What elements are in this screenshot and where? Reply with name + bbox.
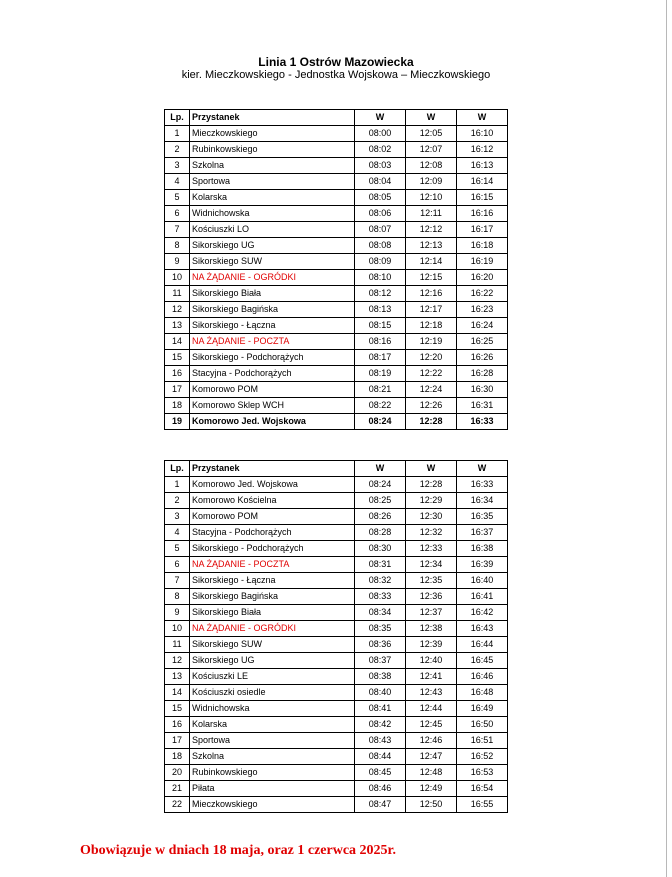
stop-name-cell: Sikorskiego - Łączna [190, 318, 355, 334]
row-number-cell: 11 [165, 286, 190, 302]
table-row [165, 573, 508, 589]
row-number-cell: 15 [165, 350, 190, 366]
stop-name-cell: Sikorskiego - Podchorążych [190, 350, 355, 366]
stop-name-cell: Kolarska [190, 190, 355, 206]
departure-time-cell: 08:45 [355, 765, 406, 781]
row-number-cell: 7 [165, 573, 190, 589]
departure-time-cell: 08:24 [355, 477, 406, 493]
departure-time-cell: 12:17 [406, 302, 457, 318]
departure-time-cell: 12:43 [406, 685, 457, 701]
column-header-lp: Lp. [165, 110, 190, 126]
row-number-cell: 22 [165, 797, 190, 813]
departure-time-cell: 08:34 [355, 605, 406, 621]
stop-name-cell: Mieczkowskiego [190, 126, 355, 142]
row-number-cell: 3 [165, 158, 190, 174]
table-row [165, 190, 508, 206]
departure-time-cell: 12:16 [406, 286, 457, 302]
table-row [165, 158, 508, 174]
departure-time-cell: 08:43 [355, 733, 406, 749]
table-row [165, 669, 508, 685]
stop-name-cell: Sikorskiego Biała [190, 605, 355, 621]
table-row [165, 749, 508, 765]
row-number-cell: 19 [165, 414, 190, 430]
table-row [165, 414, 508, 430]
departure-time-cell: 16:12 [457, 142, 508, 158]
departure-time-cell: 16:42 [457, 605, 508, 621]
departure-time-cell: 08:09 [355, 254, 406, 270]
row-number-cell: 7 [165, 222, 190, 238]
departure-time-cell: 16:28 [457, 366, 508, 382]
row-number-cell: 13 [165, 669, 190, 685]
stop-name-cell: Stacyjna - Podchorążych [190, 366, 355, 382]
stop-name-cell: Mieczkowskiego [190, 797, 355, 813]
departure-time-cell: 08:07 [355, 222, 406, 238]
departure-time-cell: 16:35 [457, 509, 508, 525]
departure-time-cell: 16:38 [457, 541, 508, 557]
departure-time-cell: 16:26 [457, 350, 508, 366]
departure-time-cell: 12:07 [406, 142, 457, 158]
row-number-cell: 3 [165, 509, 190, 525]
row-number-cell: 2 [165, 493, 190, 509]
departure-time-cell: 12:18 [406, 318, 457, 334]
departure-time-cell: 12:30 [406, 509, 457, 525]
row-number-cell: 2 [165, 142, 190, 158]
departure-time-cell: 16:19 [457, 254, 508, 270]
table-row [165, 254, 508, 270]
stop-name-cell: Szkolna [190, 749, 355, 765]
stop-name-cell: Sikorskiego - Łączna [190, 573, 355, 589]
departure-time-cell: 08:35 [355, 621, 406, 637]
departure-time-cell: 12:32 [406, 525, 457, 541]
departure-time-cell: 12:33 [406, 541, 457, 557]
departure-time-cell: 12:14 [406, 254, 457, 270]
table-row [165, 366, 508, 382]
table-row [165, 621, 508, 637]
departure-time-cell: 16:44 [457, 637, 508, 653]
departure-time-cell: 08:22 [355, 398, 406, 414]
departure-time-cell: 16:34 [457, 493, 508, 509]
departure-time-cell: 08:10 [355, 270, 406, 286]
departure-time-cell: 12:49 [406, 781, 457, 797]
route-direction-subtitle: kier. Mieczkowskiego - Jednostka Wojskowa – Mieczkowskiego [181, 69, 491, 81]
departure-time-cell: 12:19 [406, 334, 457, 350]
stop-name-cell: Sikorskiego SUW [190, 637, 355, 653]
departure-time-cell: 16:17 [457, 222, 508, 238]
stop-name-cell: Komorowo Jed. Wojskowa [190, 477, 355, 493]
departure-time-cell: 16:22 [457, 286, 508, 302]
stop-name-cell: Sikorskiego Bagińska [190, 589, 355, 605]
table-row [165, 653, 508, 669]
table-row [165, 477, 508, 493]
departure-time-cell: 16:30 [457, 382, 508, 398]
column-header-departure-1: W [355, 110, 406, 126]
table-row [165, 238, 508, 254]
departure-time-cell: 12:34 [406, 557, 457, 573]
departure-time-cell: 16:45 [457, 653, 508, 669]
row-number-cell: 6 [165, 557, 190, 573]
departure-time-cell: 08:33 [355, 589, 406, 605]
departure-time-cell: 08:04 [355, 174, 406, 190]
departure-time-cell: 16:25 [457, 334, 508, 350]
stop-name-cell: Sikorskiego - Podchorążych [190, 541, 355, 557]
row-number-cell: 10 [165, 621, 190, 637]
table-row [165, 286, 508, 302]
row-number-cell: 18 [165, 749, 190, 765]
departure-time-cell: 16:51 [457, 733, 508, 749]
table-row [165, 398, 508, 414]
departure-time-cell: 12:40 [406, 653, 457, 669]
departure-time-cell: 16:48 [457, 685, 508, 701]
table-row [165, 541, 508, 557]
stop-name-cell: Komorowo Sklep WCH [190, 398, 355, 414]
departure-time-cell: 08:31 [355, 557, 406, 573]
row-number-cell: 11 [165, 637, 190, 653]
departure-time-cell: 16:46 [457, 669, 508, 685]
table-row [165, 637, 508, 653]
stop-name-cell: Rubinkowskiego [190, 142, 355, 158]
row-number-cell: 10 [165, 270, 190, 286]
departure-time-cell: 12:08 [406, 158, 457, 174]
row-number-cell: 1 [165, 477, 190, 493]
stop-name-cell: NA ŻĄDANIE - OGRÓDKI [190, 270, 355, 286]
row-number-cell: 8 [165, 589, 190, 605]
table-row [165, 318, 508, 334]
stop-name-cell: Sikorskiego UG [190, 653, 355, 669]
row-number-cell: 14 [165, 685, 190, 701]
table-row [165, 589, 508, 605]
departure-time-cell: 16:52 [457, 749, 508, 765]
departure-time-cell: 12:13 [406, 238, 457, 254]
table-row [165, 382, 508, 398]
departure-time-cell: 16:10 [457, 126, 508, 142]
row-number-cell: 16 [165, 717, 190, 733]
table-row [165, 126, 508, 142]
departure-time-cell: 08:08 [355, 238, 406, 254]
column-header-departure-3: W [457, 461, 508, 477]
departure-time-cell: 08:32 [355, 573, 406, 589]
departure-time-cell: 16:33 [457, 414, 508, 430]
row-number-cell: 4 [165, 525, 190, 541]
column-header-departure-1: W [355, 461, 406, 477]
stop-name-cell: NA ŻĄDANIE - POCZTA [190, 334, 355, 350]
table-row [165, 525, 508, 541]
stop-name-cell: Rubinkowskiego [190, 765, 355, 781]
column-header-departure-2: W [406, 461, 457, 477]
departure-time-cell: 08:30 [355, 541, 406, 557]
departure-time-cell: 12:10 [406, 190, 457, 206]
departure-time-cell: 08:42 [355, 717, 406, 733]
departure-time-cell: 16:14 [457, 174, 508, 190]
departure-time-cell: 16:55 [457, 797, 508, 813]
row-number-cell: 5 [165, 190, 190, 206]
departure-time-cell: 16:39 [457, 557, 508, 573]
departure-time-cell: 16:54 [457, 781, 508, 797]
departure-time-cell: 12:35 [406, 573, 457, 589]
row-number-cell: 9 [165, 605, 190, 621]
table-row [165, 302, 508, 318]
departure-time-cell: 12:20 [406, 350, 457, 366]
departure-time-cell: 08:13 [355, 302, 406, 318]
departure-time-cell: 12:39 [406, 637, 457, 653]
stop-name-cell: Sikorskiego SUW [190, 254, 355, 270]
stop-name-cell: Kościuszki osiedle [190, 685, 355, 701]
departure-time-cell: 12:28 [406, 414, 457, 430]
departure-time-cell: 08:37 [355, 653, 406, 669]
departure-time-cell: 12:22 [406, 366, 457, 382]
stop-name-cell: Sikorskiego Biała [190, 286, 355, 302]
departure-time-cell: 12:24 [406, 382, 457, 398]
departure-time-cell: 08:26 [355, 509, 406, 525]
stop-name-cell: Sikorskiego Bagińska [190, 302, 355, 318]
departure-time-cell: 12:11 [406, 206, 457, 222]
departure-time-cell: 08:38 [355, 669, 406, 685]
departure-time-cell: 16:37 [457, 525, 508, 541]
stop-name-cell: Stacyjna - Podchorążych [190, 525, 355, 541]
departure-time-cell: 08:05 [355, 190, 406, 206]
column-header-lp: Lp. [165, 461, 190, 477]
departure-time-cell: 08:06 [355, 206, 406, 222]
departure-time-cell: 12:26 [406, 398, 457, 414]
departure-time-cell: 16:43 [457, 621, 508, 637]
departure-time-cell: 12:28 [406, 477, 457, 493]
departure-time-cell: 16:20 [457, 270, 508, 286]
departure-time-cell: 08:36 [355, 637, 406, 653]
row-number-cell: 12 [165, 653, 190, 669]
row-number-cell: 9 [165, 254, 190, 270]
table-row [165, 733, 508, 749]
departure-time-cell: 16:40 [457, 573, 508, 589]
departure-time-cell: 08:16 [355, 334, 406, 350]
stop-name-cell: Widnichowska [190, 206, 355, 222]
stop-name-cell: Sportowa [190, 733, 355, 749]
departure-time-cell: 16:31 [457, 398, 508, 414]
row-number-cell: 4 [165, 174, 190, 190]
departure-time-cell: 08:12 [355, 286, 406, 302]
departure-time-cell: 08:17 [355, 350, 406, 366]
departure-time-cell: 08:24 [355, 414, 406, 430]
table-row [165, 765, 508, 781]
row-number-cell: 13 [165, 318, 190, 334]
departure-time-cell: 08:03 [355, 158, 406, 174]
departure-time-cell: 08:02 [355, 142, 406, 158]
table-row [165, 797, 508, 813]
departure-time-cell: 16:53 [457, 765, 508, 781]
departure-time-cell: 08:44 [355, 749, 406, 765]
departure-time-cell: 12:47 [406, 749, 457, 765]
departure-time-cell: 12:45 [406, 717, 457, 733]
column-header-departure-3: W [457, 110, 508, 126]
departure-time-cell: 16:50 [457, 717, 508, 733]
timetable-outbound [164, 109, 508, 430]
row-number-cell: 14 [165, 334, 190, 350]
table-row [165, 222, 508, 238]
column-header-departure-2: W [406, 110, 457, 126]
stop-name-cell: Kościuszki LE [190, 669, 355, 685]
stop-name-cell: NA ŻĄDANIE - OGRÓDKI [190, 621, 355, 637]
table-row [165, 142, 508, 158]
departure-time-cell: 08:21 [355, 382, 406, 398]
stop-name-cell: Sportowa [190, 174, 355, 190]
table-row [165, 717, 508, 733]
departure-time-cell: 08:00 [355, 126, 406, 142]
departure-time-cell: 12:12 [406, 222, 457, 238]
departure-time-cell: 12:37 [406, 605, 457, 621]
departure-time-cell: 08:40 [355, 685, 406, 701]
stop-name-cell: Kościuszki LO [190, 222, 355, 238]
stop-name-cell: Komorowo Jed. Wojskowa [190, 414, 355, 430]
departure-time-cell: 16:23 [457, 302, 508, 318]
departure-time-cell: 16:33 [457, 477, 508, 493]
departure-time-cell: 08:19 [355, 366, 406, 382]
row-number-cell: 16 [165, 366, 190, 382]
row-number-cell: 15 [165, 701, 190, 717]
departure-time-cell: 12:46 [406, 733, 457, 749]
table-row [165, 701, 508, 717]
departure-time-cell: 12:44 [406, 701, 457, 717]
stop-name-cell: Piłata [190, 781, 355, 797]
stop-name-cell: NA ŻĄDANIE - POCZTA [190, 557, 355, 573]
table-row [165, 350, 508, 366]
departure-time-cell: 08:25 [355, 493, 406, 509]
stop-name-cell: Komorowo POM [190, 382, 355, 398]
row-number-cell: 17 [165, 733, 190, 749]
stop-name-cell: Szkolna [190, 158, 355, 174]
row-number-cell: 1 [165, 126, 190, 142]
departure-time-cell: 08:47 [355, 797, 406, 813]
stop-name-cell: Kolarska [190, 717, 355, 733]
page-edge-divider [666, 0, 667, 877]
departure-time-cell: 12:38 [406, 621, 457, 637]
departure-time-cell: 12:41 [406, 669, 457, 685]
departure-time-cell: 12:36 [406, 589, 457, 605]
departure-time-cell: 12:09 [406, 174, 457, 190]
stop-name-cell: Widnichowska [190, 701, 355, 717]
timetable-return [164, 460, 508, 813]
table-row [165, 685, 508, 701]
table-row [165, 270, 508, 286]
departure-time-cell: 08:15 [355, 318, 406, 334]
departure-time-cell: 12:48 [406, 765, 457, 781]
departure-time-cell: 16:24 [457, 318, 508, 334]
row-number-cell: 6 [165, 206, 190, 222]
departure-time-cell: 16:41 [457, 589, 508, 605]
table-row [165, 781, 508, 797]
table-row [165, 557, 508, 573]
row-number-cell: 21 [165, 781, 190, 797]
stop-name-cell: Komorowo Kościelna [190, 493, 355, 509]
row-number-cell: 18 [165, 398, 190, 414]
table-row [165, 206, 508, 222]
column-header-stop: Przystanek [190, 110, 355, 126]
table-row [165, 334, 508, 350]
table-row [165, 493, 508, 509]
departure-time-cell: 12:15 [406, 270, 457, 286]
departure-time-cell: 08:28 [355, 525, 406, 541]
row-number-cell: 12 [165, 302, 190, 318]
table-row [165, 509, 508, 525]
departure-time-cell: 08:41 [355, 701, 406, 717]
departure-time-cell: 12:29 [406, 493, 457, 509]
table-row [165, 605, 508, 621]
row-number-cell: 17 [165, 382, 190, 398]
validity-notice: Obowiązuje w dniach 18 maja, oraz 1 czerwca 2025r. [80, 843, 396, 858]
stop-name-cell: Komorowo POM [190, 509, 355, 525]
departure-time-cell: 16:18 [457, 238, 508, 254]
departure-time-cell: 16:16 [457, 206, 508, 222]
departure-time-cell: 16:49 [457, 701, 508, 717]
table-header-row [165, 110, 508, 126]
departure-time-cell: 12:50 [406, 797, 457, 813]
row-number-cell: 20 [165, 765, 190, 781]
column-header-stop: Przystanek [190, 461, 355, 477]
departure-time-cell: 16:15 [457, 190, 508, 206]
departure-time-cell: 08:46 [355, 781, 406, 797]
table-header-row [165, 461, 508, 477]
table-row [165, 174, 508, 190]
stop-name-cell: Sikorskiego UG [190, 238, 355, 254]
departure-time-cell: 16:13 [457, 158, 508, 174]
departure-time-cell: 12:05 [406, 126, 457, 142]
page-title: Linia 1 Ostrów Mazowiecka [258, 55, 414, 69]
row-number-cell: 5 [165, 541, 190, 557]
row-number-cell: 8 [165, 238, 190, 254]
